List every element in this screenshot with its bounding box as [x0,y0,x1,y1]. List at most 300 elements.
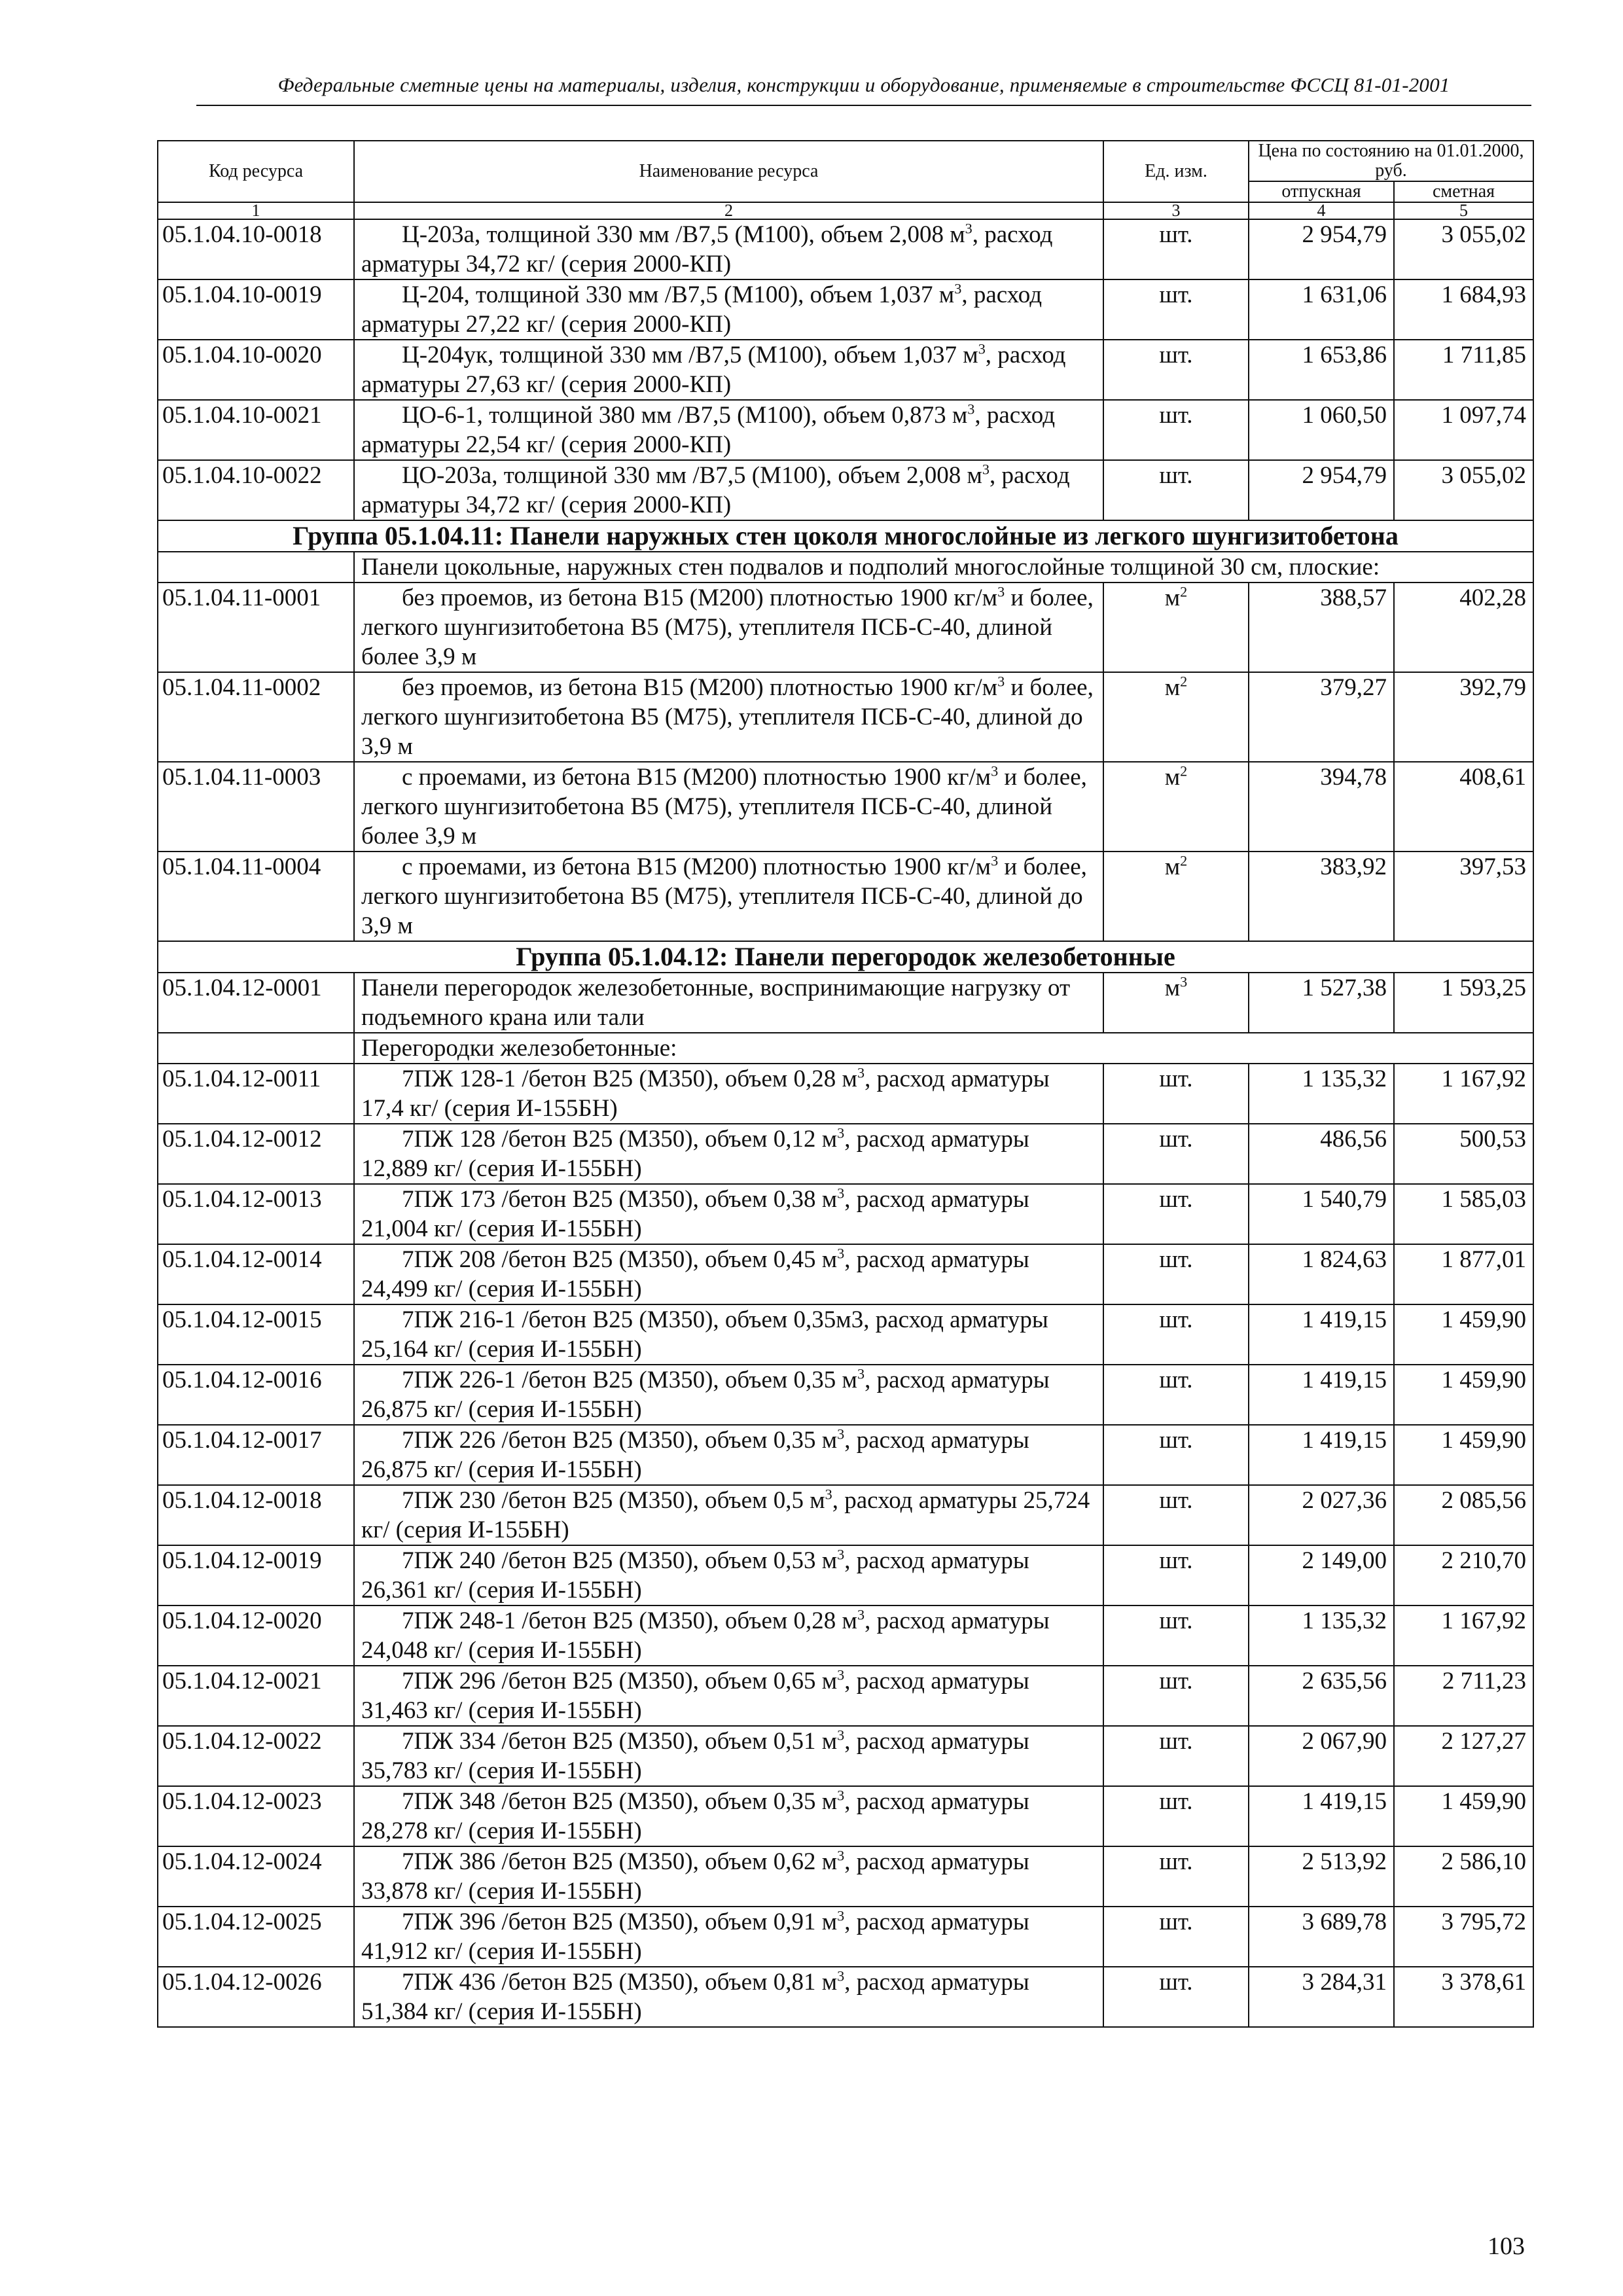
estimate-price: 2 085,56 [1394,1485,1533,1545]
release-price: 3 284,31 [1249,1967,1394,2027]
unit: шт. [1159,1427,1193,1454]
resource-name [354,1485,1103,1545]
table-row [158,1967,1533,2027]
resource-name [354,1907,1103,1967]
release-price: 1 135,32 [1249,1605,1394,1666]
resource-name [354,1967,1103,2027]
release-price: 1 419,15 [1249,1365,1394,1425]
estimate-price: 1 593,25 [1394,973,1533,1033]
header-colnum: 2 [354,202,1103,219]
unit-cell [1103,762,1249,852]
resource-code: 05.1.04.12-0017 [158,1425,354,1485]
resource-code: 05.1.04.12-0015 [158,1304,354,1365]
resource-name-text [361,1246,1029,1302]
resource-name-text [361,342,1066,398]
estimate-price: 1 459,90 [1394,1425,1533,1485]
resource-name-tail: , расход арматуры 35,783 кг/ (серия И-155БН) [361,1728,1029,1784]
release-price: 2 149,00 [1249,1545,1394,1605]
resource-name-main: ЦО-203а, толщиной 330 мм /В7,5 (М100), объем 2,008 м [402,462,982,489]
resource-name [354,1184,1103,1244]
resource-name-tail: , расход арматуры 41,912 кг/ (серия И-155БН) [361,1909,1029,1965]
resource-name-sup: 3 [837,1426,845,1443]
resource-name-text [361,1668,1029,1724]
release-price: 1 631,06 [1249,279,1394,340]
resource-code: 05.1.04.12-0024 [158,1846,354,1907]
header-divider [196,105,1531,106]
unit-sup: 2 [1180,852,1188,869]
resource-name-text [361,853,1087,939]
running-header: Федеральные сметные цены на материалы, изделия, конструкции и оборудование, применяемые в строительстве ФССЦ 81-01-2001 [277,73,1450,96]
resource-name-text [361,462,1070,518]
unit: шт. [1159,1969,1193,1996]
unit: шт. [1159,1367,1193,1393]
estimate-price: 2 210,70 [1394,1545,1533,1605]
group-heading-row [158,941,1533,973]
resource-name [354,1666,1103,1726]
resource-name-text [361,674,1094,760]
resource-code: 05.1.04.10-0021 [158,400,354,460]
resource-name-sup: 3 [837,1727,845,1744]
unit-cell [1103,852,1249,941]
estimate-price: 1 459,90 [1394,1304,1533,1365]
release-price: 1 824,63 [1249,1244,1394,1304]
resource-name-main: 7ПЖ 226-1 /бетон В25 (М350), объем 0,35 м [402,1367,857,1393]
unit-cell [1103,1605,1249,1666]
table-row [158,400,1533,460]
release-price: 379,27 [1249,672,1394,762]
unit: шт. [1159,1066,1193,1092]
group-heading: Группа 05.1.04.11: Панели наружных стен цоколя многослойные из легкого шунгизитобетона [158,520,1533,552]
resource-name-tail: и более, легкого шунгизитобетона В5 (М75), утеплителя ПСБ-С-40, длиной до 3,9 м [361,853,1087,939]
resource-code: 05.1.04.11-0002 [158,672,354,762]
resource-name-text [361,221,1052,278]
release-price: 1 653,86 [1249,340,1394,400]
resource-name-text [361,1547,1029,1604]
resource-name-sup: 3 [837,1787,845,1804]
resource-name-tail: , расход арматуры 27,22 кг/ (серия 2000-КП) [361,281,1043,338]
resource-name-sup: 3 [982,461,990,478]
estimate-price: 1 585,03 [1394,1184,1533,1244]
resource-name-text [361,1487,1090,1543]
table-row [158,1485,1533,1545]
unit: м [1164,853,1181,880]
resource-name-text [361,1788,1029,1844]
release-price: 3 689,78 [1249,1907,1394,1967]
table-row [158,219,1533,279]
subheading-text: Перегородки железобетонные: [354,1033,1533,1064]
resource-name-main: 7ПЖ 128-1 /бетон В25 (М350), объем 0,28 м [402,1066,857,1092]
resource-code: 05.1.04.10-0022 [158,460,354,520]
table-row [158,1304,1533,1365]
table-row [158,1244,1533,1304]
unit-cell [1103,460,1249,520]
resource-name-sup: 3 [997,583,1005,600]
resource-name-sup: 3 [991,852,999,869]
subheading-code-cell [158,1033,354,1064]
header-colnum: 3 [1103,202,1249,219]
resource-name-tail: , расход арматуры 33,878 кг/ (серия И-155БН) [361,1848,1029,1905]
resource-code: 05.1.04.12-0012 [158,1124,354,1184]
resource-code: 05.1.04.12-0019 [158,1545,354,1605]
resource-name-main: 7ПЖ 208 /бетон В25 (М350), объем 0,45 м [402,1246,838,1273]
unit-cell [1103,400,1249,460]
resource-name [354,1304,1103,1365]
table-row [158,672,1533,762]
release-price: 2 954,79 [1249,460,1394,520]
resource-name [354,1425,1103,1485]
table-row [158,340,1533,400]
resource-name [354,583,1103,672]
resource-code: 05.1.04.12-0026 [158,1967,354,2027]
resource-code: 05.1.04.12-0021 [158,1666,354,1726]
estimate-price: 2 586,10 [1394,1846,1533,1907]
resource-name-main: с проемами, из бетона В15 (М200) плотностью 1900 кг/м [402,764,991,791]
resource-name-sup: 3 [837,1907,845,1924]
unit: шт. [1159,1186,1193,1213]
unit-cell [1103,1967,1249,2027]
resource-name-main: 7ПЖ 216-1 /бетон В25 (М350), объем 0,35м3, расход арматуры 25,164 кг/ (серия И-155БН) [361,1306,1048,1363]
unit-sup: 3 [1180,973,1188,990]
resource-name-sup: 3 [965,220,972,237]
resource-name-sup: 3 [954,280,962,297]
resource-name-sup: 3 [837,1967,845,1984]
resource-name-main: 7ПЖ 436 /бетон В25 (М350), объем 0,81 м [402,1969,838,1996]
resource-code: 05.1.04.11-0004 [158,852,354,941]
resource-name-main: 7ПЖ 348 /бетон В25 (М350), объем 0,35 м [402,1788,838,1815]
resource-name-sup: 3 [997,673,1005,690]
resource-name-text [361,1126,1029,1182]
resource-code: 05.1.04.12-0001 [158,973,354,1033]
table-row [158,279,1533,340]
resource-name-tail: , расход арматуры 24,048 кг/ (серия И-155БН) [361,1607,1050,1664]
resource-name-sup: 3 [837,1666,845,1683]
unit-cell [1103,583,1249,672]
unit: шт. [1159,1126,1193,1153]
resource-name [354,1124,1103,1184]
unit: шт. [1159,1547,1193,1574]
unit-sup: 2 [1180,673,1188,690]
table-header [158,141,1533,219]
release-price: 1 527,38 [1249,973,1394,1033]
price-table [157,140,1534,2028]
resource-name-text [361,584,1094,670]
table-row [158,1666,1533,1726]
unit-cell [1103,340,1249,400]
resource-name-tail: , расход арматуры 22,54 кг/ (серия 2000-КП) [361,402,1056,458]
estimate-price: 1 459,90 [1394,1786,1533,1846]
estimate-price: 1 167,92 [1394,1064,1533,1124]
release-price: 383,92 [1249,852,1394,941]
resource-name-sup: 3 [825,1486,832,1503]
resource-name-tail: , расход арматуры 26,875 кг/ (серия И-155БН) [361,1427,1029,1483]
release-price: 2 067,90 [1249,1726,1394,1786]
release-price: 1 060,50 [1249,400,1394,460]
estimate-price: 3 055,02 [1394,219,1533,279]
estimate-price: 3 795,72 [1394,1907,1533,1967]
resource-name-tail: , расход арматуры 21,004 кг/ (серия И-155БН) [361,1186,1029,1242]
unit: шт. [1159,1246,1193,1273]
unit: шт. [1159,402,1193,429]
unit-cell [1103,1124,1249,1184]
subheading-row [158,1033,1533,1064]
resource-name [354,1786,1103,1846]
resource-code: 05.1.04.12-0016 [158,1365,354,1425]
release-price: 388,57 [1249,583,1394,672]
resource-code: 05.1.04.11-0001 [158,583,354,672]
resource-name-main: Ц-204ук, толщиной 330 мм /В7,5 (М100), объем 1,037 м [402,342,978,368]
resource-code: 05.1.04.12-0020 [158,1605,354,1666]
resource-name-tail: , расход арматуры 17,4 кг/ (серия И-155БН) [361,1066,1050,1122]
resource-name-text [361,281,1042,338]
resource-name-main: 7ПЖ 386 /бетон В25 (М350), объем 0,62 м [402,1848,838,1875]
resource-name [354,973,1103,1033]
table-row [158,1786,1533,1846]
resource-name [354,1365,1103,1425]
estimate-price: 408,61 [1394,762,1533,852]
resource-name [354,1726,1103,1786]
resource-name-tail: , расход арматуры 25,724 кг/ (серия И-155БН) [361,1487,1090,1543]
resource-name-text [361,1728,1029,1784]
unit-cell [1103,1064,1249,1124]
resource-code: 05.1.04.12-0011 [158,1064,354,1124]
unit-cell [1103,672,1249,762]
resource-name-text [361,764,1087,850]
table-row [158,973,1533,1033]
header-estimate: сметная [1394,181,1533,202]
resource-name-main: Ц-204, толщиной 330 мм /В7,5 (М100), объем 1,037 м [402,281,955,308]
resource-name-main: 7ПЖ 173 /бетон В25 (М350), объем 0,38 м [402,1186,838,1213]
unit: шт. [1159,221,1193,248]
table-row [158,1064,1533,1124]
unit: шт. [1159,1487,1193,1514]
unit: шт. [1159,281,1193,308]
resource-name-main: 7ПЖ 396 /бетон В25 (М350), объем 0,91 м [402,1909,838,1935]
resource-name [354,400,1103,460]
table-row [158,1605,1533,1666]
estimate-price: 1 711,85 [1394,340,1533,400]
resource-name-tail: , расход арматуры 27,63 кг/ (серия 2000-КП) [361,342,1066,398]
release-price: 2 954,79 [1249,219,1394,279]
unit: шт. [1159,1306,1193,1333]
resource-name-tail: , расход арматуры 28,278 кг/ (серия И-155БН) [361,1788,1029,1844]
group-heading-row [158,520,1533,552]
table-row [158,1425,1533,1485]
table-row [158,1545,1533,1605]
resource-code: 05.1.04.10-0020 [158,340,354,400]
release-price: 394,78 [1249,762,1394,852]
unit: м [1164,674,1181,701]
estimate-price: 2 127,27 [1394,1726,1533,1786]
resource-name-sup: 3 [837,1245,845,1262]
unit-sup: 2 [1180,583,1188,600]
page-number: 103 [1488,2233,1525,2260]
table-row [158,1365,1533,1425]
resource-name [354,852,1103,941]
table-row [158,762,1533,852]
resource-name-text [361,1186,1029,1242]
resource-name [354,1605,1103,1666]
resource-name-text [361,1306,1048,1363]
release-price: 1 540,79 [1249,1184,1394,1244]
resource-code: 05.1.04.12-0022 [158,1726,354,1786]
release-price: 2 513,92 [1249,1846,1394,1907]
resource-name-sup: 3 [837,1546,845,1563]
unit-cell [1103,279,1249,340]
resource-name-text [361,1969,1029,2025]
release-price: 2 027,36 [1249,1485,1394,1545]
resource-name-tail: , расход арматуры 24,499 кг/ (серия И-155БН) [361,1246,1029,1302]
resource-name-main: с проемами, из бетона В15 (М200) плотностью 1900 кг/м [402,853,991,880]
resource-name [354,1244,1103,1304]
resource-name-main: 7ПЖ 296 /бетон В25 (М350), объем 0,65 м [402,1668,838,1695]
resource-name-tail: , расход арматуры 12,889 кг/ (серия И-155БН) [361,1126,1029,1182]
unit: шт. [1159,1848,1193,1875]
resource-name-main: 7ПЖ 230 /бетон В25 (М350), объем 0,5 м [402,1487,825,1514]
unit-cell [1103,1907,1249,1967]
resource-name [354,762,1103,852]
unit-cell [1103,1425,1249,1485]
resource-name-text [361,975,1070,1031]
resource-name-tail: и более, легкого шунгизитобетона В5 (М75), утеплителя ПСБ-С-40, длиной до 3,9 м [361,674,1094,760]
group-heading: Группа 05.1.04.12: Панели перегородок железобетонные [158,941,1533,973]
unit-cell [1103,1244,1249,1304]
unit-sup: 2 [1180,762,1188,780]
resource-name-text [361,1367,1050,1423]
resource-name-sup: 3 [837,1185,845,1202]
estimate-price: 3 055,02 [1394,460,1533,520]
resource-name-main: Ц-203а, толщиной 330 мм /В7,5 (М100), объем 2,008 м [402,221,965,248]
unit-cell [1103,1726,1249,1786]
resource-name-sup: 3 [967,401,975,418]
resource-name-sup: 3 [857,1064,865,1081]
table-row [158,1846,1533,1907]
unit-cell [1103,1786,1249,1846]
release-price: 486,56 [1249,1124,1394,1184]
unit-cell [1103,1184,1249,1244]
unit: м [1164,764,1181,791]
header-colnum: 4 [1249,202,1394,219]
estimate-price: 1 459,90 [1394,1365,1533,1425]
estimate-price: 1 684,93 [1394,279,1533,340]
resource-name-text [361,402,1055,458]
resource-name-main: 7ПЖ 226 /бетон В25 (М350), объем 0,35 м [402,1427,838,1454]
unit: шт. [1159,342,1193,368]
unit: шт. [1159,1668,1193,1695]
resource-name-sup: 3 [991,762,999,780]
table-row [158,460,1533,520]
estimate-price: 3 378,61 [1394,1967,1533,2027]
resource-name-sup: 3 [837,1847,845,1864]
header-colnum: 5 [1394,202,1533,219]
unit: м [1164,584,1181,611]
table-row [158,852,1533,941]
resource-name-tail: , расход арматуры 26,875 кг/ (серия И-155БН) [361,1367,1050,1423]
resource-name-sup: 3 [857,1365,865,1382]
table-row [158,1124,1533,1184]
resource-name-text [361,1607,1050,1664]
resource-name [354,1545,1103,1605]
resource-name [354,1064,1103,1124]
unit-cell [1103,1846,1249,1907]
resource-name-tail: , расход арматуры 31,463 кг/ (серия И-155БН) [361,1668,1029,1724]
resource-name-main: без проемов, из бетона В15 (М200) плотностью 1900 кг/м [402,584,998,611]
resource-name-text [361,1066,1050,1122]
unit-cell [1103,973,1249,1033]
resource-code: 05.1.04.10-0019 [158,279,354,340]
unit-cell [1103,1666,1249,1726]
resource-code: 05.1.04.12-0025 [158,1907,354,1967]
resource-name-tail: , расход арматуры 34,72 кг/ (серия 2000-КП) [361,221,1053,278]
unit-cell [1103,219,1249,279]
table-row [158,1184,1533,1244]
header-release: отпускная [1249,181,1394,202]
table-body [158,219,1533,2027]
estimate-price: 1 097,74 [1394,400,1533,460]
resource-name [354,672,1103,762]
release-price: 2 635,56 [1249,1666,1394,1726]
resource-code: 05.1.04.11-0003 [158,762,354,852]
unit-cell [1103,1365,1249,1425]
estimate-price: 402,28 [1394,583,1533,672]
estimate-price: 392,79 [1394,672,1533,762]
resource-name [354,279,1103,340]
resource-name-sup: 3 [837,1124,845,1141]
release-price: 1 419,15 [1249,1304,1394,1365]
resource-name [354,340,1103,400]
resource-name-tail: , расход арматуры 34,72 кг/ (серия 2000-КП) [361,462,1070,518]
resource-name-main: без проемов, из бетона В15 (М200) плотностью 1900 кг/м [402,674,998,701]
estimate-price: 500,53 [1394,1124,1533,1184]
estimate-price: 1 877,01 [1394,1244,1533,1304]
resource-name-main: 7ПЖ 334 /бетон В25 (М350), объем 0,51 м [402,1728,838,1755]
subheading-code-cell [158,552,354,583]
table-row [158,583,1533,672]
resource-code: 05.1.04.12-0013 [158,1184,354,1244]
unit: шт. [1159,462,1193,489]
release-price: 1 135,32 [1249,1064,1394,1124]
resource-name-tail: , расход арматуры 26,361 кг/ (серия И-155БН) [361,1547,1029,1604]
unit: шт. [1159,1728,1193,1755]
header-colnum: 1 [158,202,354,219]
resource-name-main: 7ПЖ 128 /бетон В25 (М350), объем 0,12 м [402,1126,838,1153]
resource-name [354,219,1103,279]
resource-code: 05.1.04.12-0018 [158,1485,354,1545]
resource-name-text [361,1848,1029,1905]
estimate-price: 2 711,23 [1394,1666,1533,1726]
resource-name-tail: , расход арматуры 51,384 кг/ (серия И-155БН) [361,1969,1029,2025]
unit: шт. [1159,1607,1193,1634]
unit: м [1164,975,1181,1001]
estimate-price: 1 167,92 [1394,1605,1533,1666]
subheading-text: Панели цокольные, наружных стен подвалов и подполий многослойные толщиной 30 см, плоские: [354,552,1533,583]
release-price: 1 419,15 [1249,1786,1394,1846]
unit-cell [1103,1485,1249,1545]
resource-code: 05.1.04.10-0018 [158,219,354,279]
resource-name-text [361,1909,1029,1965]
resource-code: 05.1.04.12-0023 [158,1786,354,1846]
resource-name-main: Панели перегородок железобетонные, воспринимающие нагрузку от подъемного крана или тали [361,975,1071,1031]
unit-cell [1103,1545,1249,1605]
unit: шт. [1159,1909,1193,1935]
header-unit: Ед. изм. [1103,141,1249,202]
unit: шт. [1159,1788,1193,1815]
table-row [158,1907,1533,1967]
resource-name-main: 7ПЖ 248-1 /бетон В25 (М350), объем 0,28 м [402,1607,857,1634]
resource-name [354,460,1103,520]
release-price: 1 419,15 [1249,1425,1394,1485]
resource-name-sup: 3 [978,340,986,357]
subheading-row [158,552,1533,583]
